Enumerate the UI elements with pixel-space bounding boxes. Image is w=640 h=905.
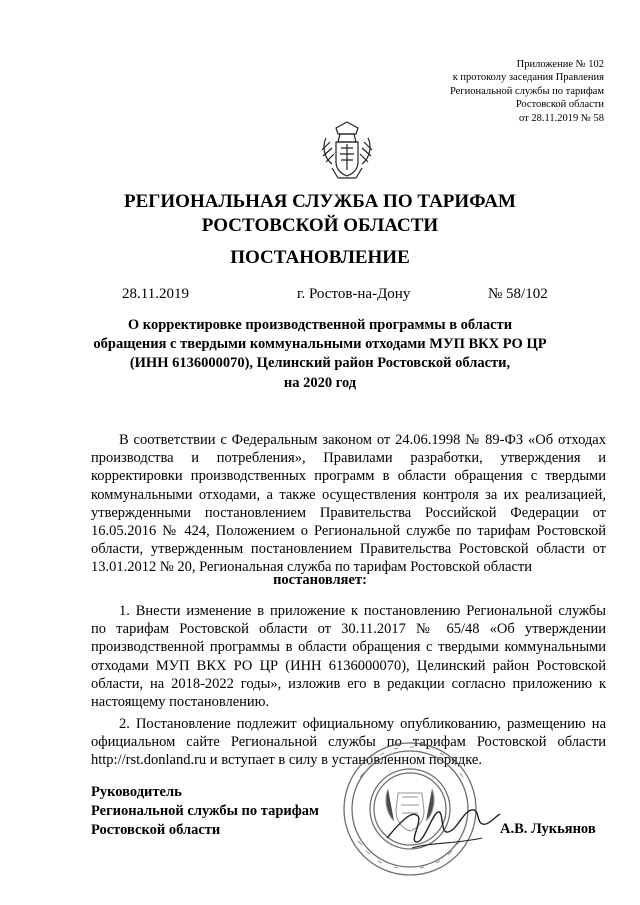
resolves-heading: постановляет: (273, 572, 367, 588)
appendix-note (450, 58, 604, 125)
subject-line: обращения с твердыми коммунальными отходами МУП ВКХ РО ЦР (93, 336, 547, 353)
signatory-title (91, 783, 319, 840)
preamble-text: В соответствии с Федеральным законом от 24.06.1998 № 89-ФЗ «Об отходах производства и потребления», Правилами разработки, утверждения и корректировки производственных программ в области обращения с твердыми коммунальными отходами, а также осуществления контроля за их реализацией, утвержденными постановлением Правительства Российской Федерации от 16.05.2016 № 424, Положением о Региональной службе по тарифам Ростовской области, утвержденным постановлением Правительства Ростовской области от 13.01.2012 № 20, Региональная служба по тарифам Ростовской области (91, 432, 606, 576)
agency-name (0, 190, 640, 238)
signatory-title-line: Региональной службы по тарифам (91, 803, 319, 819)
appendix-line: от 28.11.2019 № 58 (519, 112, 604, 124)
handwritten-signature-icon (382, 790, 502, 860)
agency-name-line: РЕГИОНАЛЬНАЯ СЛУЖБА ПО ТАРИФАМ (124, 191, 516, 212)
appendix-line: Приложение № 102 (516, 59, 604, 70)
document-type: ПОСТАНОВЛЕНИЕ (230, 247, 410, 268)
item-1-paragraph (91, 602, 606, 711)
subject-line: О корректировке производственной программы в области (127, 317, 513, 333)
appendix-line: к протоколу заседания Правления (452, 72, 604, 84)
preamble-paragraph (91, 431, 606, 577)
signatory-title-line: Ростовской области (91, 822, 221, 838)
document-date: 28.11.2019 (122, 286, 189, 302)
coat-of-arms-icon (318, 120, 376, 184)
item-1-text: 1. Внести изменение в приложение к постановлению Региональной службы по тарифам Ростовской области от 30.11.2017 № 65/48 «Об утверждении производственной программы в области обращения с твердыми коммунальными отходами МУП ВКХ РО ЦР (ИНН 6136000070), Целинский район Ростовской области, на 2018-2022 годы», изложив его в редакции согласно приложению к настоящему постановлению. (91, 603, 606, 711)
document-number: № 58/102 (488, 286, 548, 302)
subject-line: на 2020 год (283, 374, 357, 391)
appendix-line: Региональной службы по тарифам (449, 85, 604, 97)
agency-name-line: РОСТОВСКОЙ ОБЛАСТИ (201, 215, 439, 236)
document-subject (90, 316, 550, 393)
appendix-line: Ростовской области (515, 99, 604, 111)
subject-line: (ИНН 6136000070), Целинский район Ростовской области, (129, 355, 511, 372)
document-city: г. Ростов-на-Дону (297, 286, 411, 302)
signatory-name: А.В. Лукьянов (500, 821, 596, 837)
item-2-text: 2. Постановление подлежит официальному опубликованию, размещению на официальном сайте Региональной службы по тарифам Ростовской области http://rst.donland.ru и вступает в силу в установленном порядке. (91, 716, 606, 769)
signatory-title-line: Руководитель (91, 784, 182, 800)
